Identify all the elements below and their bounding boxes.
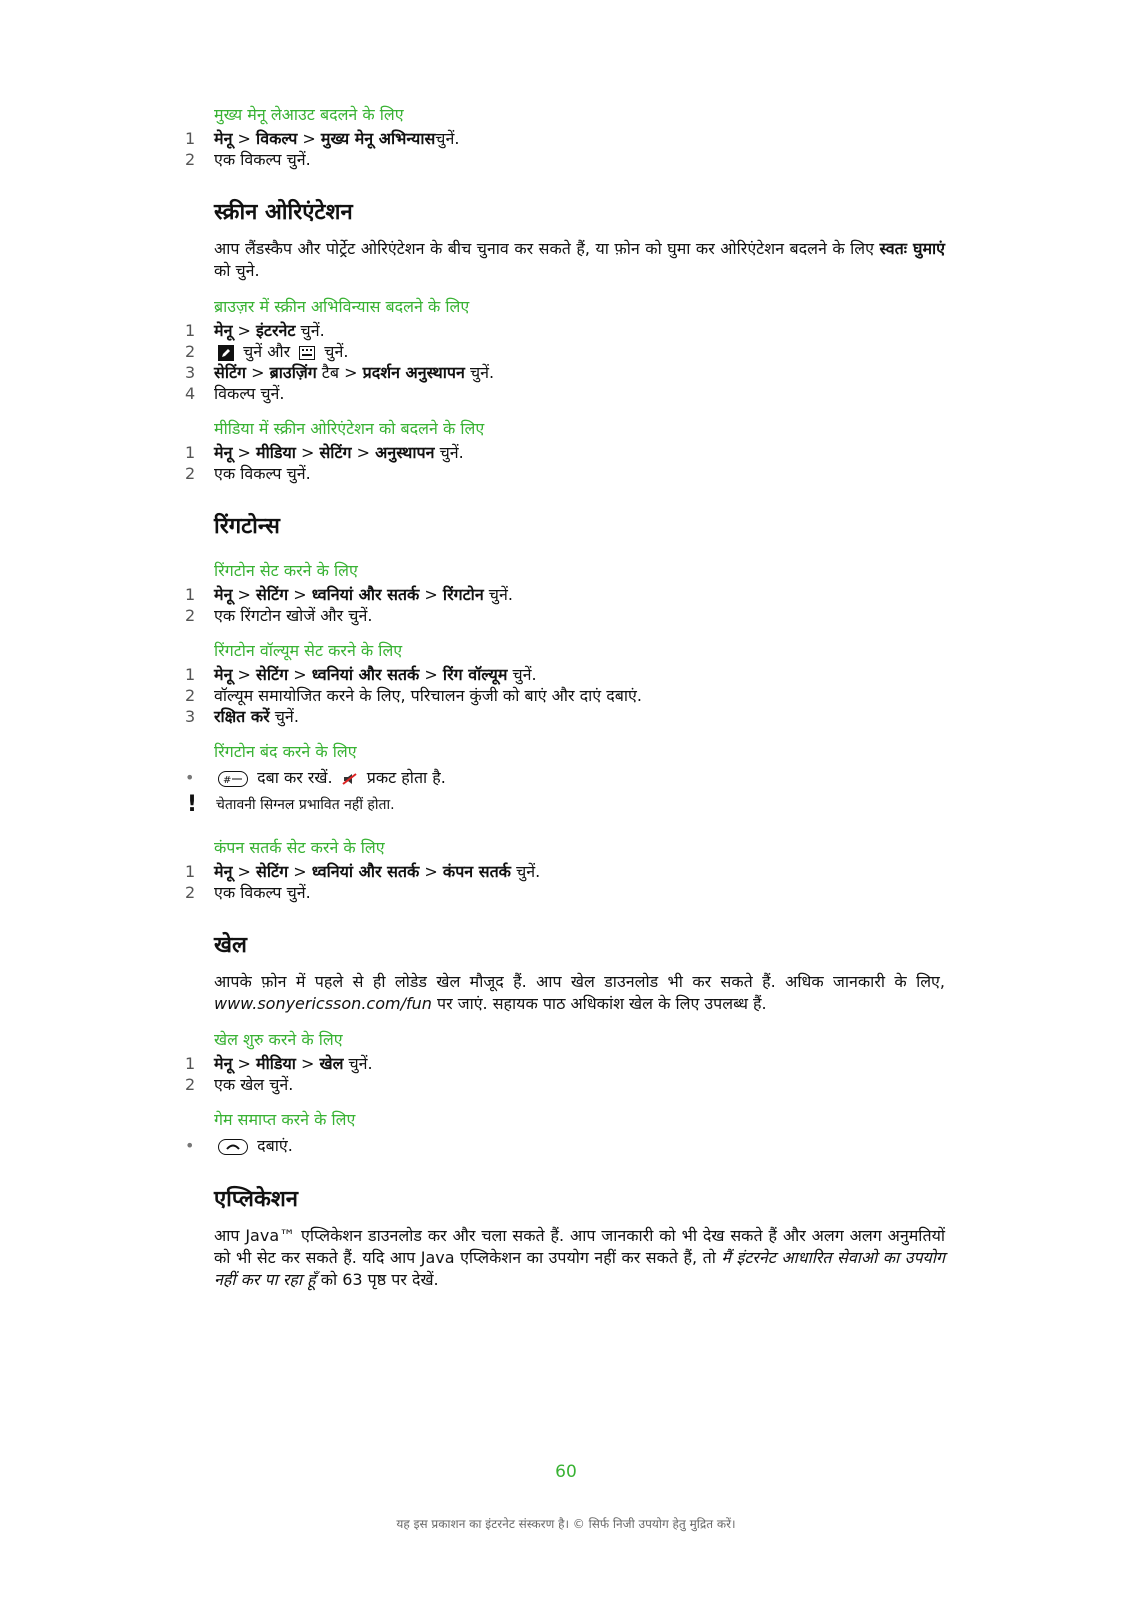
separator: > (300, 1054, 315, 1073)
ringtone-label: रिंगटोन (442, 585, 484, 604)
separator: > (356, 443, 371, 462)
step-text: वॉल्यूम समायोजित करने के लिए, परिचालन कुंजी को बाएं और दाएं दबाएं. (214, 686, 642, 705)
separator: > (300, 443, 315, 462)
bullet-item (185, 1135, 945, 1157)
sounds-alerts-label: ध्वनियां और सतर्क (311, 585, 420, 604)
step-number: 2 (185, 686, 196, 705)
step-text: विकल्प चुनें. (214, 384, 285, 403)
step-text (214, 861, 945, 882)
step (185, 128, 945, 149)
para-text: को 63 पृष्ठ पर देखें. (315, 1270, 439, 1289)
bullet-dot: • (185, 768, 195, 787)
para-text: आप लैंडस्कैप और पोर्ट्रेट ओरिएंटेशन के बीच चुनाव कर सकते हैं, या फ़ोन को घुमा कर ओरिएंटेशन बदलने के लिए (214, 239, 880, 258)
menu-label: मेनू (214, 129, 233, 148)
para-text: आप Java™ एप्लिकेशन डाउनलोड कर और चला सकते हैं. आप जानकारी को भी देख सकते हैं और अलग अलग अनुमतियों को भी सेट कर सकते हैं. यदि आप Java एप्लिकेशन का उपयोग नहीं कर सकते हैं, तो (214, 1226, 945, 1267)
subheading-browser-orientation: ब्राउज़र में स्क्रीन अभिविन्यास बदलने के लिए (214, 297, 470, 316)
step-number: 3 (185, 707, 196, 726)
separator: > (293, 585, 307, 604)
warning-icon: ! (187, 792, 198, 817)
step-text (214, 341, 945, 362)
step-number: 1 (185, 585, 196, 604)
heading-games: खेल (214, 933, 247, 958)
save-label: रक्षित करें (214, 707, 270, 726)
step-suffix: चुनें. (269, 707, 299, 726)
step-number: 4 (185, 384, 196, 403)
separator: > (251, 363, 265, 382)
step (185, 1074, 945, 1095)
step-suffix: चुनें. (295, 321, 325, 340)
menu-label: मेनू (214, 1054, 233, 1073)
settings-label: सेटिंग (319, 443, 352, 462)
step (185, 605, 945, 626)
subheading-start-game: खेल शुरु करने के लिए (214, 1030, 343, 1049)
heading-applications: एप्लिकेशन (214, 1187, 299, 1212)
keypad-icon (299, 345, 315, 361)
step-number: 2 (185, 1075, 196, 1094)
menu-label: मेनू (214, 443, 233, 462)
subheading-main-menu-layout: मुख्य मेनू लेआउट बदलने के लिए (214, 105, 404, 124)
step-suffix: चुनें. (435, 129, 460, 148)
step (185, 584, 945, 605)
step-text: एक खेल चुनें. (214, 1075, 294, 1094)
step-number: 2 (185, 150, 196, 169)
end-call-key-icon (218, 1139, 248, 1155)
main-menu-layout-label: मुख्य मेनू अभिन्यास (320, 129, 436, 148)
ringtone-volume-steps (185, 664, 945, 727)
bullet-text (214, 767, 945, 789)
step (185, 882, 945, 903)
settings-label: सेटिंग (214, 363, 247, 382)
games-link[interactable]: www.sonyericsson.com/fun (214, 994, 432, 1013)
step-text (214, 706, 945, 727)
media-label: मीडिया (256, 443, 296, 462)
separator: > (302, 129, 316, 148)
step (185, 664, 945, 685)
step-suffix: चुनें. (507, 665, 537, 684)
para-text: पर जाएं. सहायक पाठ अधिकांश खेल के लिए उपलब्ध हैं. (431, 994, 767, 1013)
subheading-vibration-alert: कंपन सतर्क सेट करने के लिए (214, 838, 385, 857)
note (185, 792, 945, 817)
page-number: 60 (555, 1462, 577, 1482)
separator: > (424, 585, 438, 604)
orientation-label: अनुस्थापन (375, 443, 435, 462)
step-text-part: टैब (316, 363, 345, 382)
step-number: 2 (185, 883, 196, 902)
step-text (214, 442, 945, 463)
browser-steps (185, 320, 945, 404)
para-text: को चुने. (214, 261, 260, 280)
set-ringtone-steps (185, 584, 945, 626)
silent-icon (342, 772, 358, 786)
settings-label: सेटिंग (256, 585, 289, 604)
browsing-label: ब्राउज़िंग (269, 363, 317, 382)
main-menu-steps (185, 128, 945, 170)
games-label: खेल (319, 1054, 344, 1073)
para-text: आपके फ़ोन में पहले से ही लोडेड खेल मौजूद हैं. आप खेल डाउनलोड भी कर सकते हैं. अधिक जानकारी के लिए, (214, 972, 945, 991)
ring-volume-label: रिंग वॉल्यूम (442, 665, 508, 684)
heading-screen-orientation: स्क्रीन ओरिएंटेशन (214, 200, 353, 225)
sounds-alerts-label: ध्वनियां और सतर्क (311, 862, 420, 881)
display-orientation-label: प्रदर्शन अनुस्थापन (362, 363, 465, 382)
step (185, 149, 945, 170)
menu-label: मेनू (214, 665, 233, 684)
step-text (214, 1053, 945, 1074)
separator: > (237, 443, 251, 462)
bullet-text (214, 1135, 945, 1157)
bullet-text-part: दबाएं. (252, 1136, 293, 1155)
step-text-part: चुनें. (319, 342, 349, 361)
paragraph-applications (214, 1225, 945, 1291)
subheading-set-ringtone: रिंगटोन सेट करने के लिए (214, 561, 358, 580)
vibration-steps (185, 861, 945, 903)
subheading-media-orientation: मीडिया में स्क्रीन ओरिएंटेशन को बदलने के लिए (214, 419, 485, 438)
step-text: एक रिंगटोन खोजें और चुनें. (214, 606, 373, 625)
hash-key-icon (218, 771, 248, 787)
start-game-steps (185, 1053, 945, 1095)
step (185, 442, 945, 463)
separator: > (237, 862, 251, 881)
options-label: विकल्प (256, 129, 298, 148)
settings-label: सेटिंग (256, 665, 289, 684)
step-number: 1 (185, 129, 196, 148)
menu-label: मेनू (214, 862, 233, 881)
step (185, 861, 945, 882)
bullet-text-part: प्रकट होता है. (361, 768, 446, 787)
step-text (214, 128, 945, 149)
step-number: 2 (185, 342, 196, 361)
separator: > (237, 129, 251, 148)
paragraph-orientation (214, 238, 945, 282)
step-number: 3 (185, 363, 196, 382)
bullet-dot: • (185, 1136, 195, 1155)
separator: > (293, 862, 307, 881)
step-suffix: चुनें. (343, 1054, 373, 1073)
step-number: 2 (185, 606, 196, 625)
step (185, 341, 945, 362)
step (185, 320, 945, 341)
heading-ringtones: रिंगटोन्स (214, 514, 280, 539)
separator: > (424, 665, 438, 684)
bullet-item (185, 767, 945, 789)
step-suffix: चुनें. (464, 363, 495, 382)
step-text: एक विकल्प चुनें. (214, 150, 311, 169)
step (185, 706, 945, 727)
cross-reference[interactable]: मैं इंटरनेट आधारित सेवाओ का उपयोग नहीं कर पा रहा हूँ (214, 1248, 945, 1289)
bullet-text-part: दबा कर रखें. (252, 768, 338, 787)
subheading-end-game: गेम समाप्त करने के लिए (214, 1110, 356, 1129)
svg-text:#: # (223, 774, 232, 786)
step (185, 685, 945, 706)
step-text (214, 320, 945, 341)
auto-rotate-label: स्वतः घुमाएं (879, 239, 945, 258)
step-number: 1 (185, 665, 196, 684)
separator: > (293, 665, 307, 684)
vibration-alert-label: कंपन सतर्क (442, 862, 511, 881)
separator: > (344, 363, 358, 382)
separator: > (237, 665, 251, 684)
step-suffix: चुनें. (434, 443, 464, 462)
separator: > (237, 321, 251, 340)
step (185, 1053, 945, 1074)
step-number: 1 (185, 1054, 196, 1073)
separator: > (237, 1054, 251, 1073)
paragraph-games (214, 971, 945, 1015)
subheading-ringtone-off: रिंगटोन बंद करने के लिए (214, 742, 357, 761)
step-text (214, 362, 945, 383)
step-number: 1 (185, 321, 196, 340)
step-text: एक विकल्प चुनें. (214, 464, 311, 483)
step-number: 2 (185, 464, 196, 483)
step-number: 1 (185, 862, 196, 881)
media-steps (185, 442, 945, 484)
page-content (185, 104, 945, 1291)
step-text (214, 584, 945, 605)
internet-label: इंटरनेट (256, 321, 296, 340)
menu-label: मेनू (214, 585, 233, 604)
edit-icon (218, 345, 234, 361)
subheading-ringtone-volume: रिंगटोन वॉल्यूम सेट करने के लिए (214, 641, 403, 660)
step-text (214, 664, 945, 685)
menu-label: मेनू (214, 321, 233, 340)
step-suffix: चुनें. (483, 585, 513, 604)
media-label: मीडिया (256, 1054, 296, 1073)
step-text: एक विकल्प चुनें. (214, 883, 311, 902)
step (185, 463, 945, 484)
note-text: चेतावनी सिग्नल प्रभावित नहीं होता. (216, 797, 395, 813)
sounds-alerts-label: ध्वनियां और सतर्क (311, 665, 420, 684)
separator: > (237, 585, 251, 604)
step-suffix: चुनें. (510, 862, 541, 881)
step (185, 362, 945, 383)
step-number: 1 (185, 443, 196, 462)
settings-label: सेटिंग (256, 862, 289, 881)
footer-notice: यह इस प्रकाशन का इंटरनेट संस्करण है। © सिर्फ निजी उपयोग हेतु मुद्रित करें। (396, 1517, 736, 1531)
step-text-part: चुनें और (238, 342, 296, 361)
step (185, 383, 945, 404)
separator: > (424, 862, 438, 881)
